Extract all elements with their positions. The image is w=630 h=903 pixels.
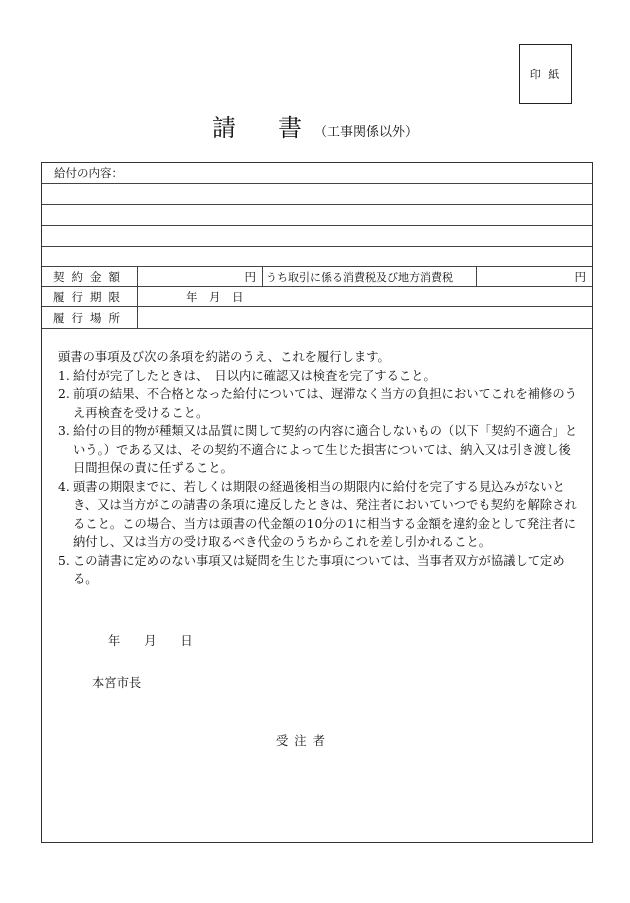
contents-line-2[interactable]	[42, 205, 592, 226]
place-row	[42, 307, 592, 329]
document-title	[0, 108, 630, 143]
revenue-stamp-box	[519, 44, 572, 104]
term-text: 給付が完了したときは、 日以内に確認又は検査を完了すること。	[73, 368, 436, 383]
deadline-value: 年 月 日	[186, 289, 244, 304]
place-label: 履行場所	[53, 310, 127, 325]
deadline-field[interactable]	[137, 287, 592, 306]
deadline-label: 履行期限	[53, 289, 127, 304]
terms-intro: 頭書の事項及び次の条項を約諾のうえ、これを履行します。	[58, 350, 390, 364]
contents-line-1[interactable]	[42, 184, 592, 205]
tax-label: うち取引に係る消費税及び地方消費税	[262, 267, 476, 286]
contents-row	[42, 163, 592, 184]
term-text: 給付の目的物が種類又は品質に関して契約の内容に適合しないもの（以下「契約不適合」という。）である又は、その契約不適合によって生じた損害については、納入又は引き渡し後 日間担保の責に任ずること。	[73, 424, 596, 475]
revenue-stamp-label: 印 紙	[529, 68, 562, 81]
term-number: 4.	[58, 479, 70, 494]
place-field[interactable]	[137, 307, 592, 328]
title-main: 請書	[211, 114, 344, 142]
addressee-mayor: 本宮市長	[92, 676, 142, 690]
signature-date: 年 月 日	[108, 634, 193, 648]
term-text: 前項の結果、不合格となった給付については、遅滞なく当方の負担においてこれを補修のうえ再検査を受けること。	[73, 387, 577, 420]
amount-row	[42, 267, 592, 287]
term-text: 頭書の期限までに、若しくは期限の経過後相当の期限内に給付を完了する見込みがないとき、又は当方がこの請書の条項に違反したときは、発注者においていつでも契約を解除されること。この場合、当方は頭書の代金額の10分の1に相当する金額を違約金として発注者に納付し、又は当方の受け取るべき代金のうちからこれを差し引かれること。	[73, 479, 577, 549]
term-item-4	[58, 478, 578, 552]
term-number: 5.	[58, 553, 70, 568]
term-item-5	[58, 552, 578, 589]
amount-label: 契約金額	[53, 269, 127, 284]
tax-field[interactable]	[476, 267, 592, 286]
term-item-3	[58, 422, 596, 478]
deadline-row	[42, 287, 592, 307]
title-sub: （工事関係以外）	[313, 125, 418, 140]
term-item-2	[58, 385, 578, 422]
term-number: 2.	[58, 387, 70, 401]
term-item-1	[58, 367, 578, 386]
term-number: 1.	[58, 368, 70, 383]
contractor-label: 受注者	[276, 734, 331, 748]
terms-section	[58, 348, 596, 589]
contents-line-3[interactable]	[42, 226, 592, 247]
tax-unit: 円	[574, 269, 586, 284]
term-number: 3.	[58, 424, 70, 438]
term-text: この請書に定めのない事項又は疑問を生じた事項については、当事者双方が協議して定める。	[73, 553, 565, 586]
amount-unit: 円	[244, 269, 256, 284]
amount-field[interactable]	[137, 267, 262, 286]
contents-line-4[interactable]	[42, 247, 592, 267]
contents-label: 給付の内容：	[54, 166, 123, 180]
